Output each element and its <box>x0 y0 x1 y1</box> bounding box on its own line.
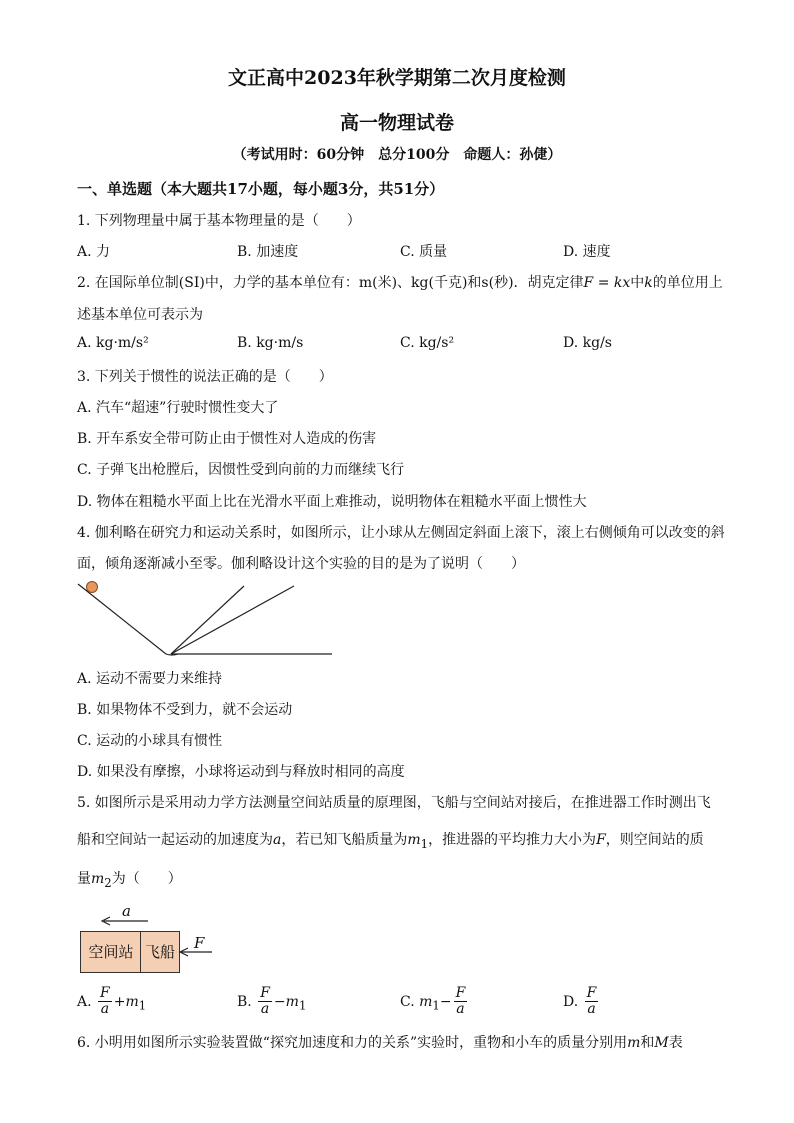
q5-b-sub: 1 <box>298 998 307 1013</box>
q2-text-a: 2. 在国际单位制(SI)中，力学的基本单位有：m(米)、kg(千克)和s(秒)．胡克定律 <box>77 275 584 291</box>
q3-option-c: C. 子弹飞出枪膛后，因惯性受到向前的力而继续飞行 <box>77 462 405 478</box>
galileo-incline-diagram <box>74 578 336 660</box>
q5-text-e: 量 <box>77 871 91 887</box>
q5-c-minus: − <box>439 993 452 1010</box>
m2-symbol: m <box>91 871 105 887</box>
q5-b-num: F <box>260 985 270 1001</box>
q4-option-a: A. 运动不需要力来维持 <box>77 671 223 687</box>
q1-option-a: A. 力 <box>77 244 111 260</box>
q4-option-b: B. 如果物体不受到力，就不会运动 <box>77 702 293 718</box>
q5-option-b <box>237 986 306 1018</box>
q5-text-b: ，若已知飞船质量为 <box>281 832 408 848</box>
q6-and: 和 <box>640 1035 655 1051</box>
q5-b-fraction <box>258 986 272 1018</box>
q5-option-d <box>563 986 600 1018</box>
q5-d-den: a <box>587 1001 596 1018</box>
q5-d-fraction <box>585 986 599 1018</box>
q5-c-den: a <box>456 1001 465 1018</box>
left-incline <box>78 584 166 654</box>
q5-c-pre: m <box>419 993 433 1010</box>
force-arrow <box>178 946 214 958</box>
q6-m-symbol: m <box>627 1035 641 1051</box>
m2-subscript: 2 <box>104 875 112 890</box>
exam-title: 文正高中2023年秋学期第二次月度检测 <box>228 67 566 89</box>
q3-option-d: D. 物体在粗糙水平面上比在光滑水平面上难推动，说明物体在粗糙水平面上惯性大 <box>77 494 587 510</box>
q5-a-sub: 1 <box>138 998 147 1013</box>
q6-tail: 表 <box>668 1035 683 1051</box>
q5-b-label: B. <box>237 993 252 1010</box>
q3-option-b: B. 开车系安全带可防止由于惯性对人造成的伤害 <box>77 431 377 447</box>
q5-d-label: D. <box>563 993 579 1010</box>
q5-a-den: a <box>100 1001 110 1018</box>
question-6-stem <box>77 1032 683 1052</box>
q5-text-c: ，推进器的平均推力大小为 <box>428 832 597 848</box>
q5-text-d: ，则空间站的质 <box>605 832 704 848</box>
q3-option-a: A. 汽车“超速”行驶时惯性变大了 <box>77 400 279 416</box>
q5-c-label: C. <box>400 993 415 1010</box>
q5-a-num: F <box>100 985 110 1001</box>
q5-c-fraction <box>454 986 468 1018</box>
q5-a-label: A. <box>77 993 92 1010</box>
q5-text-a: 船和空间站一起运动的加速度为 <box>77 832 273 848</box>
question-1-stem: 1. 下列物理量中属于基本物理量的是（ ） <box>77 213 361 229</box>
q5-a-tail: +m <box>113 993 139 1010</box>
q1-option-c: C. 质量 <box>400 244 448 260</box>
q5-b-tail: −m <box>273 993 299 1010</box>
accel-arrow <box>98 915 150 927</box>
q4-option-d: D. 如果没有摩擦，小球将运动到与释放时相同的高度 <box>77 764 405 780</box>
q6-M-symbol: M <box>654 1035 669 1051</box>
q5-c-num: F <box>455 985 466 1001</box>
question-5-stem-line2 <box>77 829 704 851</box>
q5-option-c <box>400 986 469 1018</box>
question-5-stem: 5. 如图所示是采用动力学方法测量空间站质量的原理图，飞船与空间站对接后，在推进器工作时测出飞 <box>77 795 711 811</box>
accel-label: a <box>122 902 131 920</box>
q5-b-den: a <box>260 1001 270 1018</box>
q2-text-b: 中 <box>630 275 645 291</box>
m1-subscript: 1 <box>420 836 429 851</box>
space-station-box: 空间站 <box>80 931 142 973</box>
spaceship-box: 飞船 <box>140 931 180 973</box>
q5-option-a <box>77 986 146 1018</box>
k-symbol: k <box>644 275 653 291</box>
q5-text-f: 为（ ） <box>111 871 182 887</box>
q5-c-sub: 1 <box>432 998 440 1013</box>
q2-option-a: A. kg·m/s² <box>77 335 149 351</box>
q1-option-d: D. 速度 <box>563 244 611 260</box>
accel-symbol: a <box>273 832 282 848</box>
ball <box>87 582 98 593</box>
hooke-formula: F = kx <box>583 275 631 291</box>
q5-d-num: F <box>586 985 597 1001</box>
q2-option-b: B. kg·m/s <box>237 335 304 351</box>
question-3-stem: 3. 下列关于惯性的说法正确的是（ ） <box>77 369 333 385</box>
section-heading: 一、单选题（本大题共17小题，每小题3分，共51分） <box>77 180 445 198</box>
question-2-stem <box>77 272 723 292</box>
q2-text-c: 的单位用上 <box>652 275 723 291</box>
q1-option-b: B. 加速度 <box>237 244 299 260</box>
exam-subtitle: 高一物理试卷 <box>339 112 454 134</box>
question-5-stem-line3 <box>77 868 182 890</box>
m1-symbol: m <box>407 832 421 848</box>
question-4-stem: 4. 伽利略在研究力和运动关系时，如图所示，让小球从左侧固定斜面上滚下，滚上右侧倾角可以改变的斜 <box>77 525 725 541</box>
q2-option-d: D. kg/s <box>563 335 612 351</box>
force-symbol: F <box>596 832 606 848</box>
question-2-stem-line2: 述基本单位可表示为 <box>77 307 203 323</box>
q6-text-a: 6. 小明用如图所示实验装置做“探究加速度和力的关系”实验时，重物和小车的质量分别用 <box>77 1035 628 1051</box>
q2-option-c: C. kg/s² <box>400 335 455 351</box>
q5-a-fraction <box>98 986 112 1018</box>
question-4-stem-line2: 面，倾角逐渐减小至零。伽利略设计这个实验的目的是为了说明（ ） <box>77 556 525 572</box>
q4-option-c: C. 运动的小球具有惯性 <box>77 733 223 749</box>
force-label: F <box>194 934 205 952</box>
exam-info: （考试用时：60分钟 总分100分 命题人：孙倢） <box>232 147 562 163</box>
